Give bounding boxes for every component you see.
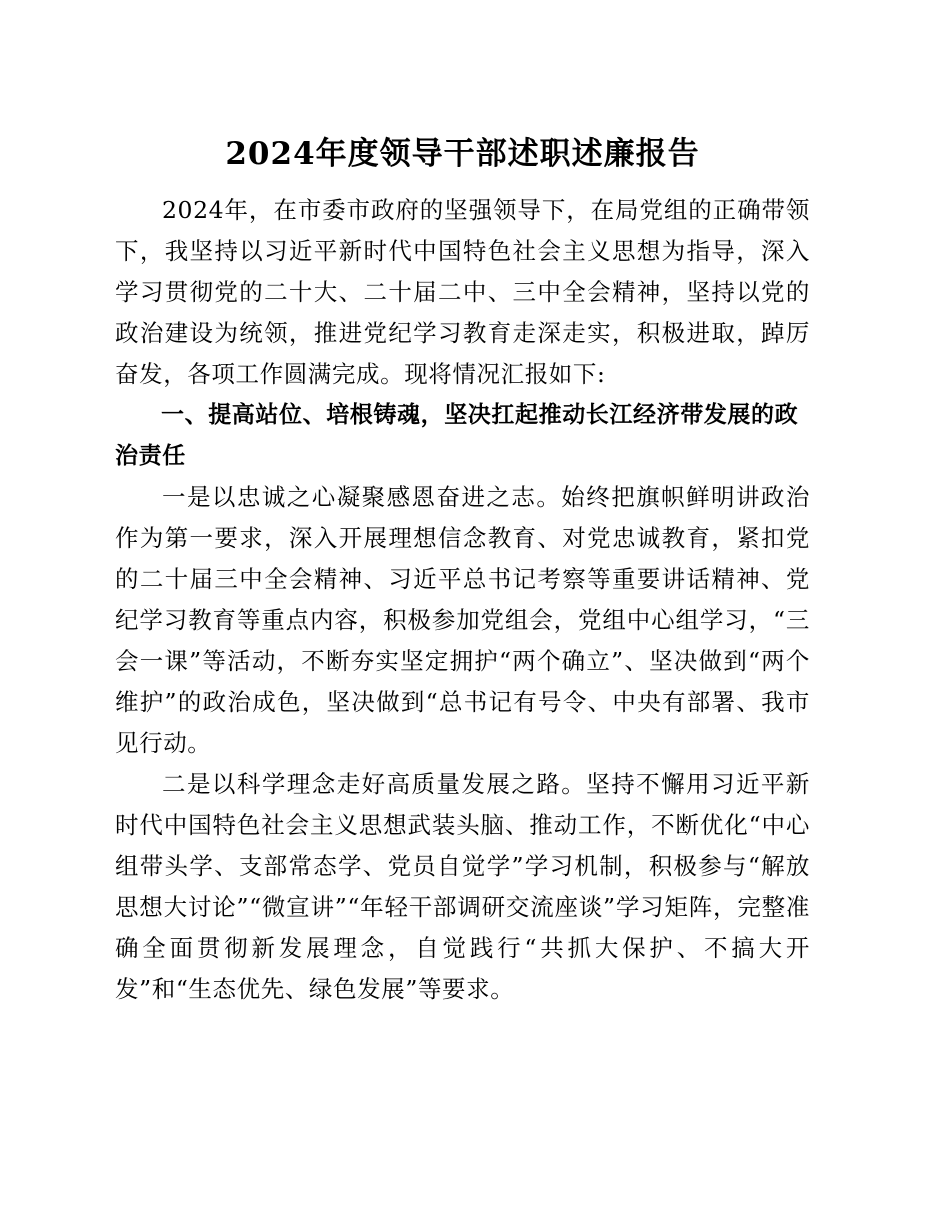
body-paragraph-2: 二是以科学理念走好高质量发展之路。坚持不懈用习近平新时代中国特色社会主义思想武装头脑、推动工作，不断优化“中心组带头学、支部常态学、党员自觉学”学习机制，积极参与“解放思想大讨论”“微宣讲”“年轻干部调研交流座谈”学习矩阵，完整准确全面贯彻新发展理念，自觉践行“共抓大保护、不搞大开发”和“生态优先、绿色发展”等要求。 — [115, 770, 810, 1003]
document-page — [115, 132, 810, 1010]
body-paragraph-1: 一是以忠诚之心凝聚感恩奋进之志。始终把旗帜鲜明讲政治作为第一要求，深入开展理想信念教育、对党忠诚教育，紧扣党的二十届三中全会精神、习近平总书记考察等重要讲话精神、党纪学习教育等重点内容，积极参加党组会，党组中心组学习，“三会一课”等活动，不断夯实坚定拥护“两个确立”、坚决做到“两个维护”的政治成色，坚决做到“总书记有号令、中央有部署、我市见行动。 — [115, 483, 810, 757]
document-title: 2024年度领导干部述职述廉报告 — [225, 136, 700, 172]
intro-paragraph: 2024年，在市委市政府的坚强领导下，在局党组的正确带领下，我坚持以习近平新时代中国特色社会主义思想为指导，深入学习贯彻党的二十大、二十届二中、三中全会精神，坚持以党的政治建设为统领，推进党纪学习教育走深走实，积极进取，踔厉奋发，各项工作圆满完成。现将情况汇报如下: — [115, 196, 810, 388]
section-heading-1: 一、提高站位、培根铸魂，坚决扛起推动长江经济带发展的政治责任 — [115, 402, 799, 469]
